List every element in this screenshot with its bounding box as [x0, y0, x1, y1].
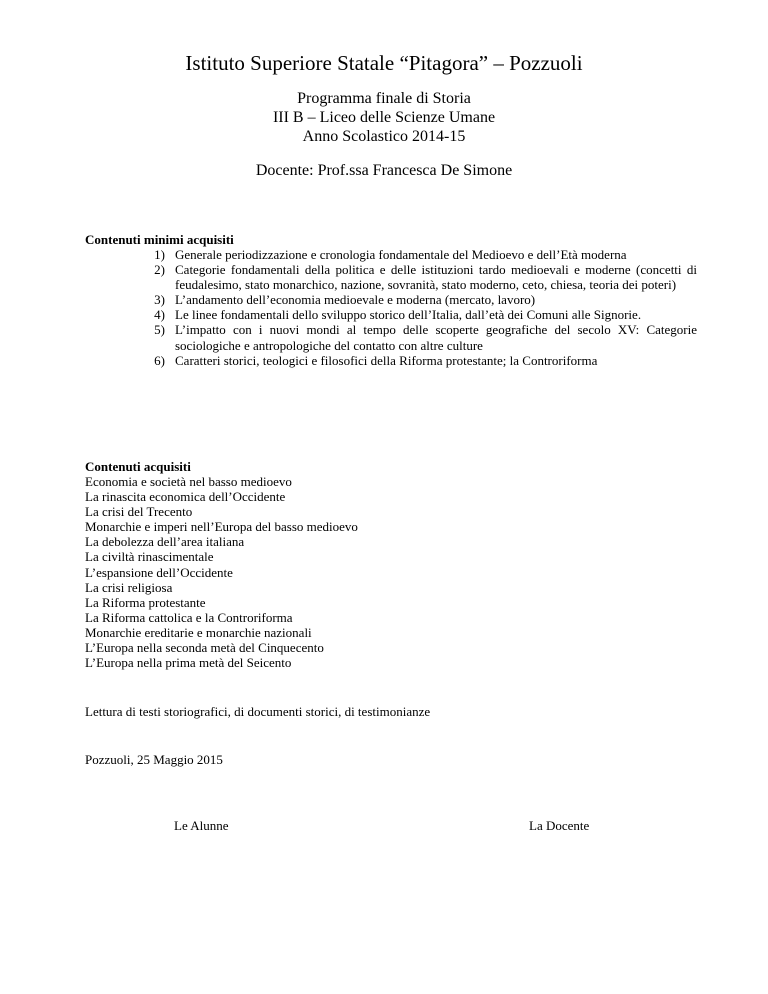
- reading-note: Lettura di testi storiografici, di documenti storici, di testimonianze: [85, 704, 431, 719]
- list-item-number: 5): [154, 322, 165, 338]
- list-item-text: Generale periodizzazione e cronologia fondamentale del Medioevo e dell’Età moderna: [175, 247, 627, 262]
- list-item: [85, 247, 697, 262]
- list-item: Monarchie ereditarie e monarchie nazionali: [85, 624, 312, 640]
- list-item: [85, 292, 697, 307]
- acquired-contents-heading: Contenuti acquisiti: [85, 459, 191, 474]
- list-item: [85, 307, 697, 322]
- teacher-line: Docente: Prof.ssa Francesca De Simone: [255, 162, 513, 179]
- acquired-contents-list: [85, 474, 358, 670]
- program-title: Programma finale di Storia: [297, 90, 471, 107]
- list-item: L’espansione dell’Occidente: [85, 564, 233, 580]
- students-signature-label: Le Alunne: [174, 818, 229, 833]
- list-item-text: L’impatto con i nuovi mondi al tempo delle scoperte geografiche del secolo XV: Categorie sociologiche e antropologiche del contatto con altre culture: [175, 322, 697, 353]
- list-item: [85, 322, 697, 352]
- school-title: Istituto Superiore Statale “Pitagora” – Pozzuoli: [185, 51, 583, 75]
- list-item-number: 4): [154, 307, 165, 323]
- minimum-contents-heading: Contenuti minimi acquisiti: [85, 232, 234, 247]
- list-item: La rinascita economica dell’Occidente: [85, 489, 286, 505]
- list-item: [85, 262, 697, 292]
- list-item: La civiltà rinascimentale: [85, 549, 214, 565]
- minimum-contents-list: [85, 247, 697, 368]
- teacher-signature-label: La Docente: [529, 818, 590, 833]
- list-item-number: 1): [154, 247, 165, 262]
- list-item-text: Le linee fondamentali dello sviluppo storico dell’Italia, dall’età dei Comuni alle Signorie.: [175, 307, 642, 323]
- list-item: L’Europa nella prima metà del Seicento: [85, 655, 292, 671]
- list-item: La debolezza dell’area italiana: [85, 534, 245, 550]
- list-item-number: 3): [154, 292, 165, 308]
- list-item: Economia e società nel basso medioevo: [85, 474, 292, 489]
- list-item-text: Categorie fondamentali della politica e delle istituzioni tardo medioevali e moderne (concetti di feudalesimo, stato monarchico, nazione, sovranità, stato moderno, ceto, chiesa, teoria dei poteri): [175, 262, 697, 293]
- list-item: La crisi religiosa: [85, 579, 173, 595]
- list-item: La crisi del Trecento: [85, 504, 193, 520]
- list-item: La Riforma cattolica e la Controriforma: [85, 609, 293, 625]
- list-item-number: 6): [154, 352, 165, 368]
- place-date: Pozzuoli, 25 Maggio 2015: [85, 752, 223, 767]
- class-line: III B – Liceo delle Scienze Umane: [272, 109, 496, 126]
- list-item: La Riforma protestante: [85, 594, 206, 610]
- list-item-text: Caratteri storici, teologici e filosofici della Riforma protestante; la Controriforma: [175, 352, 598, 368]
- list-item-text: L’andamento dell’economia medioevale e moderna (mercato, lavoro): [175, 292, 536, 308]
- list-item: Monarchie e imperi nell’Europa del basso medioevo: [85, 519, 358, 535]
- list-item: [85, 353, 697, 368]
- list-item-number: 2): [154, 262, 165, 278]
- school-year: Anno Scolastico 2014-15: [302, 128, 466, 145]
- list-item: L’Europa nella seconda metà del Cinquecento: [85, 640, 324, 656]
